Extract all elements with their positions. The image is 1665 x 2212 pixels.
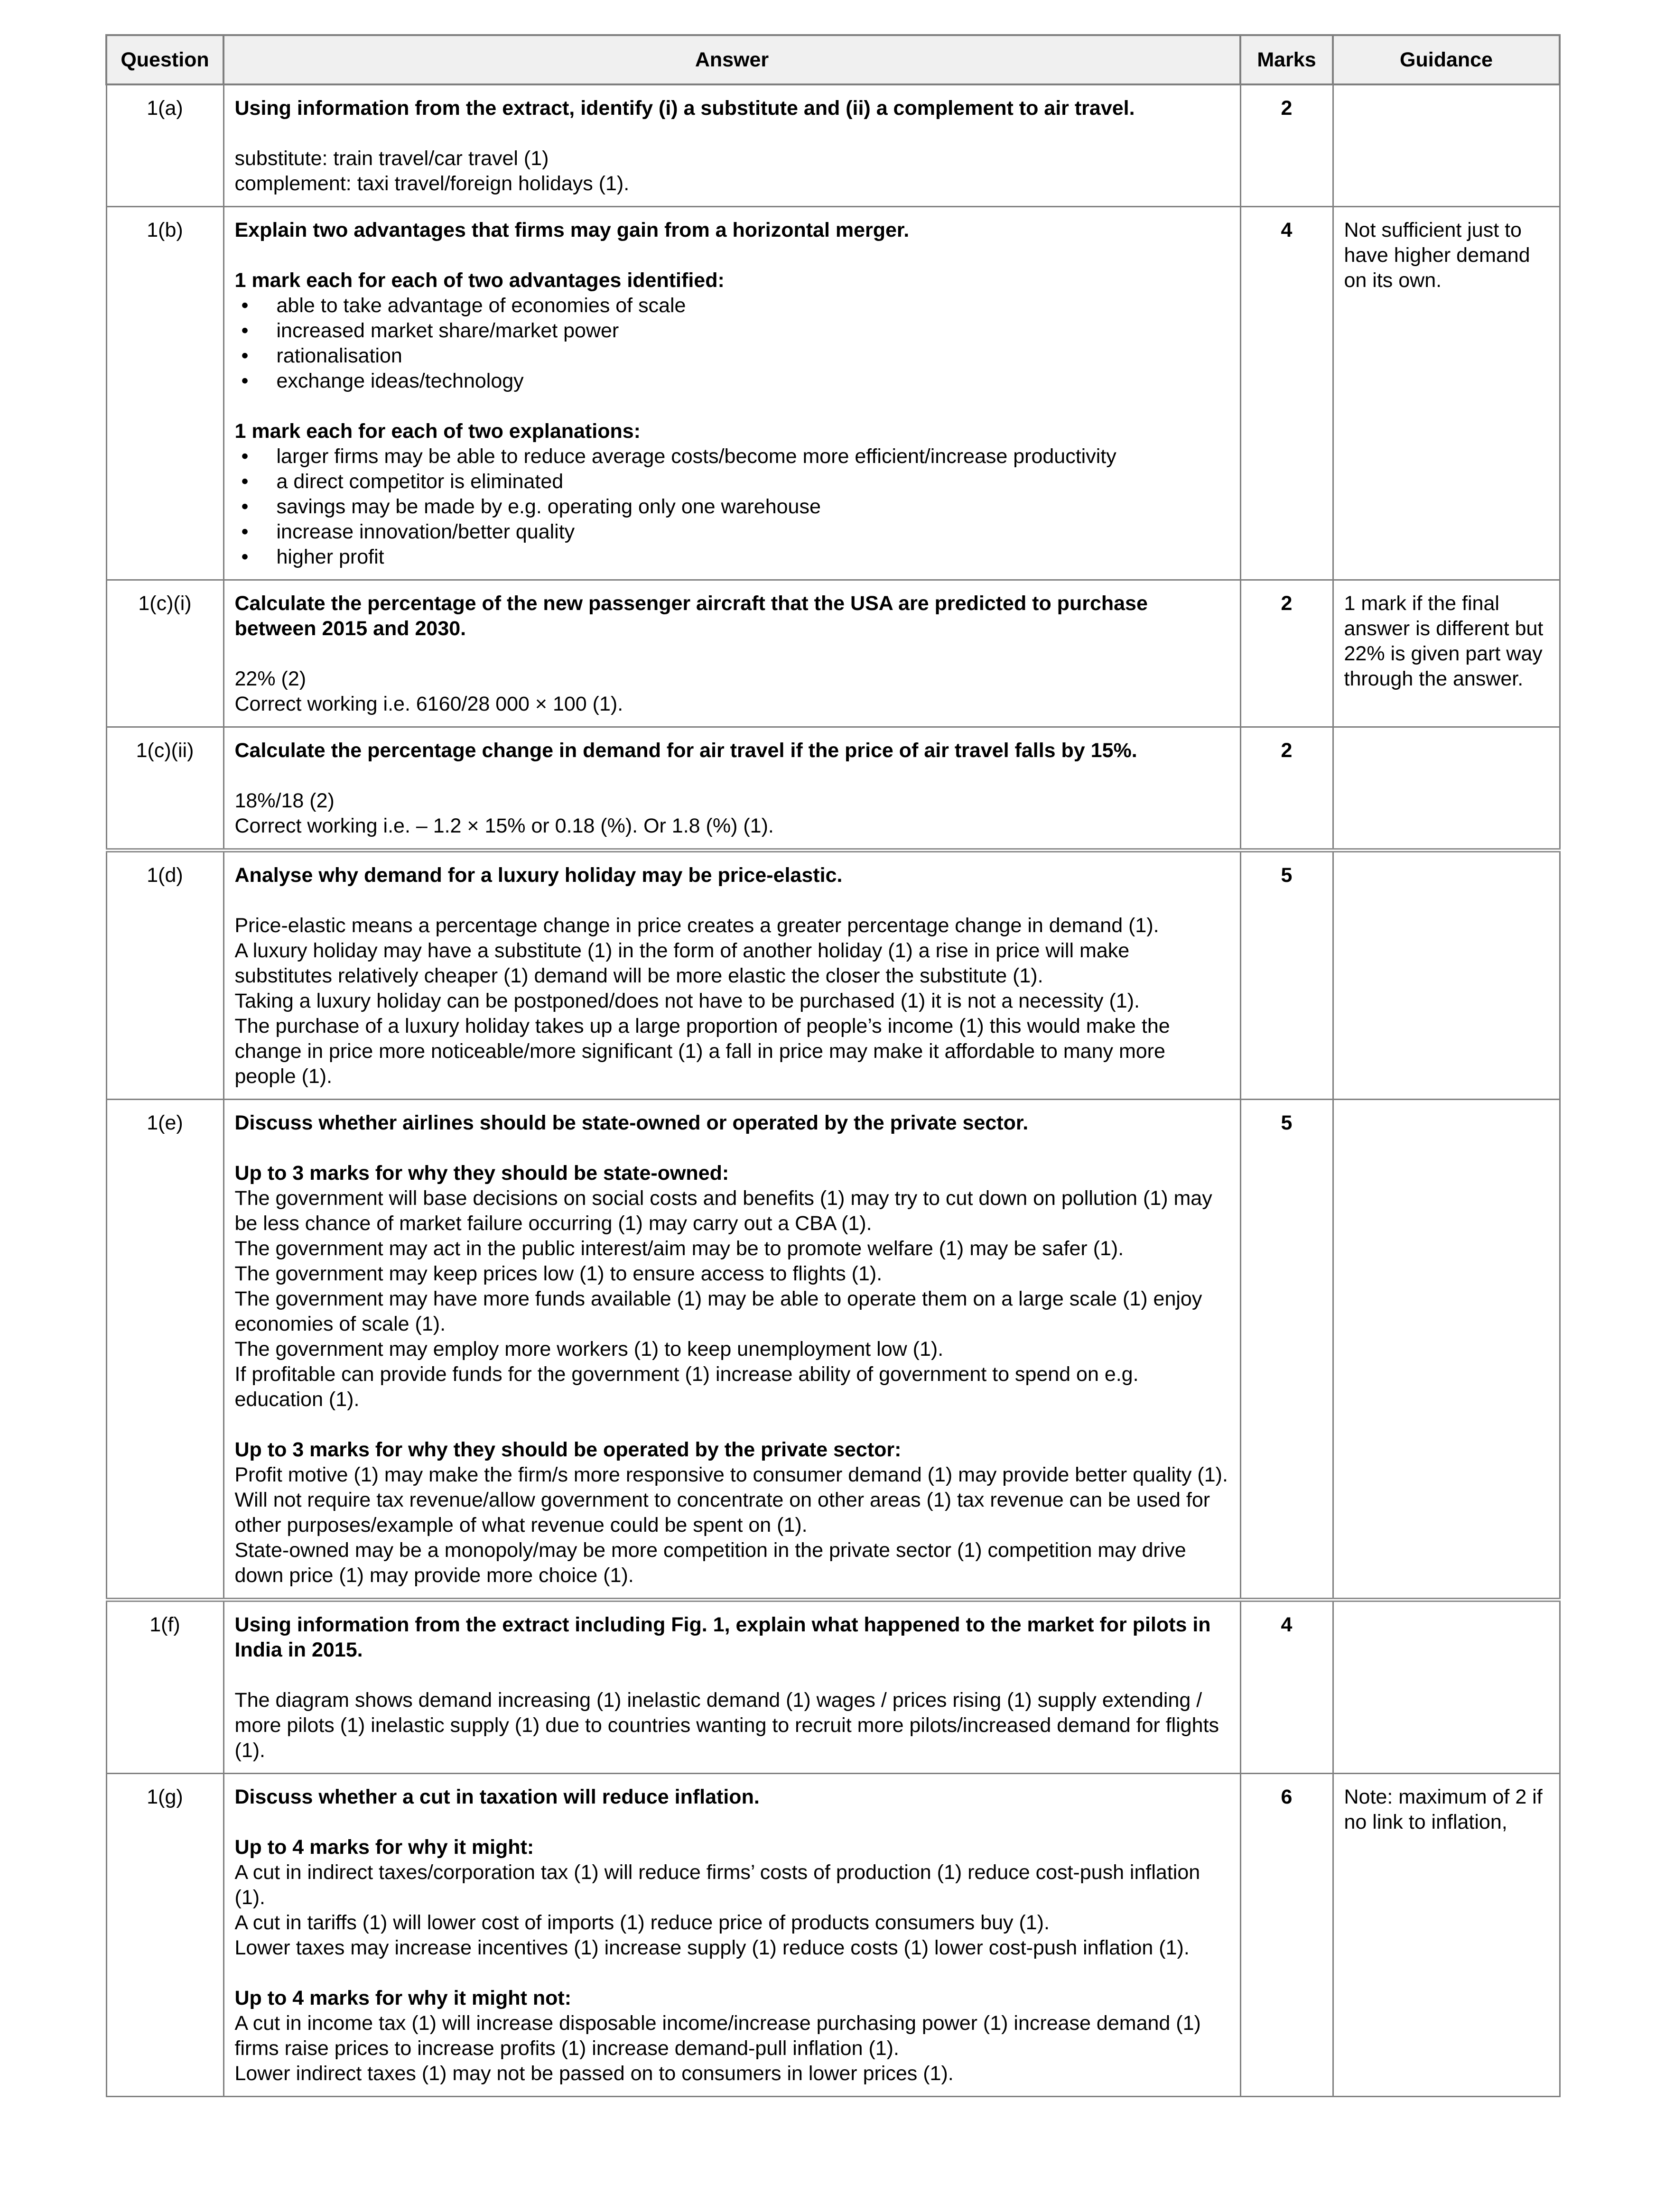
answer-line: The government may have more funds available (1) may be able to operate them on a large scale (1) enjoy economies of scale (1). [234,1287,1202,1335]
answer-cell [223,580,1240,727]
answer-cell [223,207,1240,580]
answer-line: complement: taxi travel/foreign holidays (1). [234,172,630,195]
answer-line: Lower taxes may increase incentives (1) increase supply (1) reduce costs (1) lower cost-push inflation (1). [234,1936,1190,1959]
section-heading: Up to 3 marks for why they should be state-owned: [234,1162,729,1185]
question-number: 1(b) [106,207,223,580]
list-item: • increase innovation/better quality [235,519,1229,545]
question-number: 1(a) [106,84,223,207]
marks-cell: 4 [1240,1600,1333,1774]
question-number: 1(c)(i) [106,580,223,727]
question-stem: Explain two advantages that firms may gain from a horizontal merger. [234,219,910,241]
header-question: Question [106,35,223,84]
table-row [106,851,1560,1100]
guidance-cell [1333,84,1560,207]
question-number: 1(g) [106,1774,223,2097]
marks-cell: 5 [1240,1100,1333,1600]
answer-line: Price-elastic means a percentage change in price creates a greater percentage change in demand (1). [234,914,1159,937]
table-row [106,207,1560,580]
section-heading: 1 mark each for each of two advantages identified: [234,269,725,292]
answer-line: 22% (2) [234,667,307,690]
marks-cell: 2 [1240,84,1333,207]
header-answer: Answer [223,35,1240,84]
table-row [106,727,1560,851]
answer-line: Correct working i.e. 6160/28 000 × 100 (1). [234,693,623,715]
list-item: • a direct competitor is eliminated [235,469,1229,494]
header-guidance: Guidance [1333,35,1560,84]
mark-scheme-table [105,34,1561,2097]
answer-line: Lower indirect taxes (1) may not be passed on to consumers in lower prices (1). [234,2062,954,2085]
answer-line: A cut in indirect taxes/corporation tax (1) will reduce firms’ costs of production (1) reduce cost-push inflation (1). [234,1861,1200,1909]
table-row [106,84,1560,207]
list-item: • larger firms may be able to reduce average costs/become more efficient/increase productivity [235,444,1229,469]
header-row [106,35,1560,84]
answer-cell [223,727,1240,851]
marks-cell: 2 [1240,580,1333,727]
answer-cell [223,1774,1240,2097]
table-row [106,1600,1560,1774]
answer-line: The purchase of a luxury holiday takes up a large proportion of people’s income (1) this would make the change in price more noticeable/more significant (1) a fall in price may make it affordable to many more people (1). [234,1015,1170,1088]
section-heading: 1 mark each for each of two explanations: [234,420,641,443]
list-item: • exchange ideas/technology [235,369,1229,394]
answer-line: State-owned may be a monopoly/may be more competition in the private sector (1) competition may drive down price (1) may provide more choice (1). [234,1539,1186,1587]
answer-cell [223,84,1240,207]
header-marks: Marks [1240,35,1333,84]
question-stem: Using information from the extract including Fig. 1, explain what happened to the market for pilots in India in 2015. [234,1613,1211,1661]
list-item: • rationalisation [235,343,1229,369]
answer-line: The diagram shows demand increasing (1) inelastic demand (1) wages / prices rising (1) supply extending / more pilots (1) inelastic supply (1) due to countries wanting to recruit more pilots/increased demand for flights (1). [234,1689,1219,1762]
bullet-list [235,293,1229,394]
answer-line: If profitable can provide funds for the government (1) increase ability of government to spend on e.g. education (1). [234,1363,1139,1411]
answer-line: Correct working i.e. – 1.2 × 15% or 0.18 (%). Or 1.8 (%) (1). [234,814,774,837]
answer-section [235,1835,1229,1961]
answer-line: A cut in income tax (1) will increase disposable income/increase purchasing power (1) increase demand (1) firms raise prices to increase profits (1) increase demand-pull inflation (1). [234,2012,1201,2060]
question-stem: Calculate the percentage of the new passenger aircraft that the USA are predicted to purchase between 2015 and 2030. [234,592,1148,640]
list-item: • increased market share/market power [235,318,1229,343]
section-heading: Up to 3 marks for why they should be operated by the private sector: [234,1438,902,1461]
answer-line: Will not require tax revenue/allow government to concentrate on other areas (1) tax revenue can be used for other purposes/example of what revenue could be spent on (1). [234,1489,1210,1536]
table-row [106,580,1560,727]
answer-section [235,1986,1229,2086]
answer-section [235,419,1229,570]
answer-line: A cut in tariffs (1) will lower cost of imports (1) reduce price of products consumers buy (1). [234,1911,1050,1934]
answer-line: substitute: train travel/car travel (1) [234,147,549,170]
answer-line: The government may keep prices low (1) to ensure access to flights (1). [234,1262,883,1285]
answer-cell [223,1100,1240,1600]
guidance-cell: Note: maximum of 2 if no link to inflation, [1333,1774,1560,2097]
question-stem: Calculate the percentage change in demand for air travel if the price of air travel falls by 15%. [234,739,1137,762]
answer-line: Profit motive (1) may make the firm/s more responsive to consumer demand (1) may provide better quality (1). [234,1463,1228,1486]
answer-line: 18%/18 (2) [234,789,335,812]
bullet-list [235,444,1229,570]
answer-line: The government may act in the public interest/aim may be to promote welfare (1) may be safer (1). [234,1237,1124,1260]
answer-block [235,146,1229,196]
marks-cell: 5 [1240,851,1333,1100]
question-number: 1(c)(ii) [106,727,223,851]
answer-block [235,666,1229,717]
list-item: • higher profit [235,545,1229,570]
guidance-cell [1333,851,1560,1100]
question-number: 1(f) [106,1600,223,1774]
list-item: • able to take advantage of economies of scale [235,293,1229,318]
answer-line: The government will base decisions on social costs and benefits (1) may try to cut down on pollution (1) may be less chance of market failure occurring (1) may carry out a CBA (1). [234,1187,1212,1235]
question-stem: Using information from the extract, identify (i) a substitute and (ii) a complement to air travel. [234,97,1135,120]
marks-cell: 2 [1240,727,1333,851]
marks-cell: 6 [1240,1774,1333,2097]
guidance-cell: 1 mark if the final answer is different but 22% is given part way through the answer. [1333,580,1560,727]
section-heading: Up to 4 marks for why it might not: [234,1987,572,2009]
answer-line: Taking a luxury holiday can be postponed/does not have to be purchased (1) it is not a necessity (1). [234,990,1140,1012]
answer-line: A luxury holiday may have a substitute (1) in the form of another holiday (1) a rise in price will make substitutes relatively cheaper (1) demand will be more elastic the closer the substitute (1). [234,939,1130,987]
answer-block [235,1688,1229,1763]
question-number: 1(e) [106,1100,223,1600]
guidance-cell [1333,1100,1560,1600]
table-row [106,1774,1560,2097]
question-stem: Discuss whether a cut in taxation will reduce inflation. [234,1786,760,1808]
answer-section [235,1161,1229,1412]
answer-section [235,1437,1229,1588]
section-heading: Up to 4 marks for why it might: [234,1836,534,1859]
answer-line: The government may employ more workers (1) to keep unemployment low (1). [234,1338,944,1361]
answer-section [235,268,1229,394]
table-row [106,1100,1560,1600]
guidance-cell [1333,1600,1560,1774]
question-stem: Discuss whether airlines should be state-owned or operated by the private sector. [234,1111,1029,1134]
answer-cell [223,1600,1240,1774]
guidance-cell: Not sufficient just to have higher demand on its own. [1333,207,1560,580]
answer-block [235,913,1229,1089]
answer-block [235,788,1229,839]
question-stem: Analyse why demand for a luxury holiday may be price-elastic. [234,864,843,887]
guidance-cell [1333,727,1560,851]
answer-cell [223,851,1240,1100]
marks-cell: 4 [1240,207,1333,580]
question-number: 1(d) [106,851,223,1100]
list-item: • savings may be made by e.g. operating only one warehouse [235,494,1229,519]
